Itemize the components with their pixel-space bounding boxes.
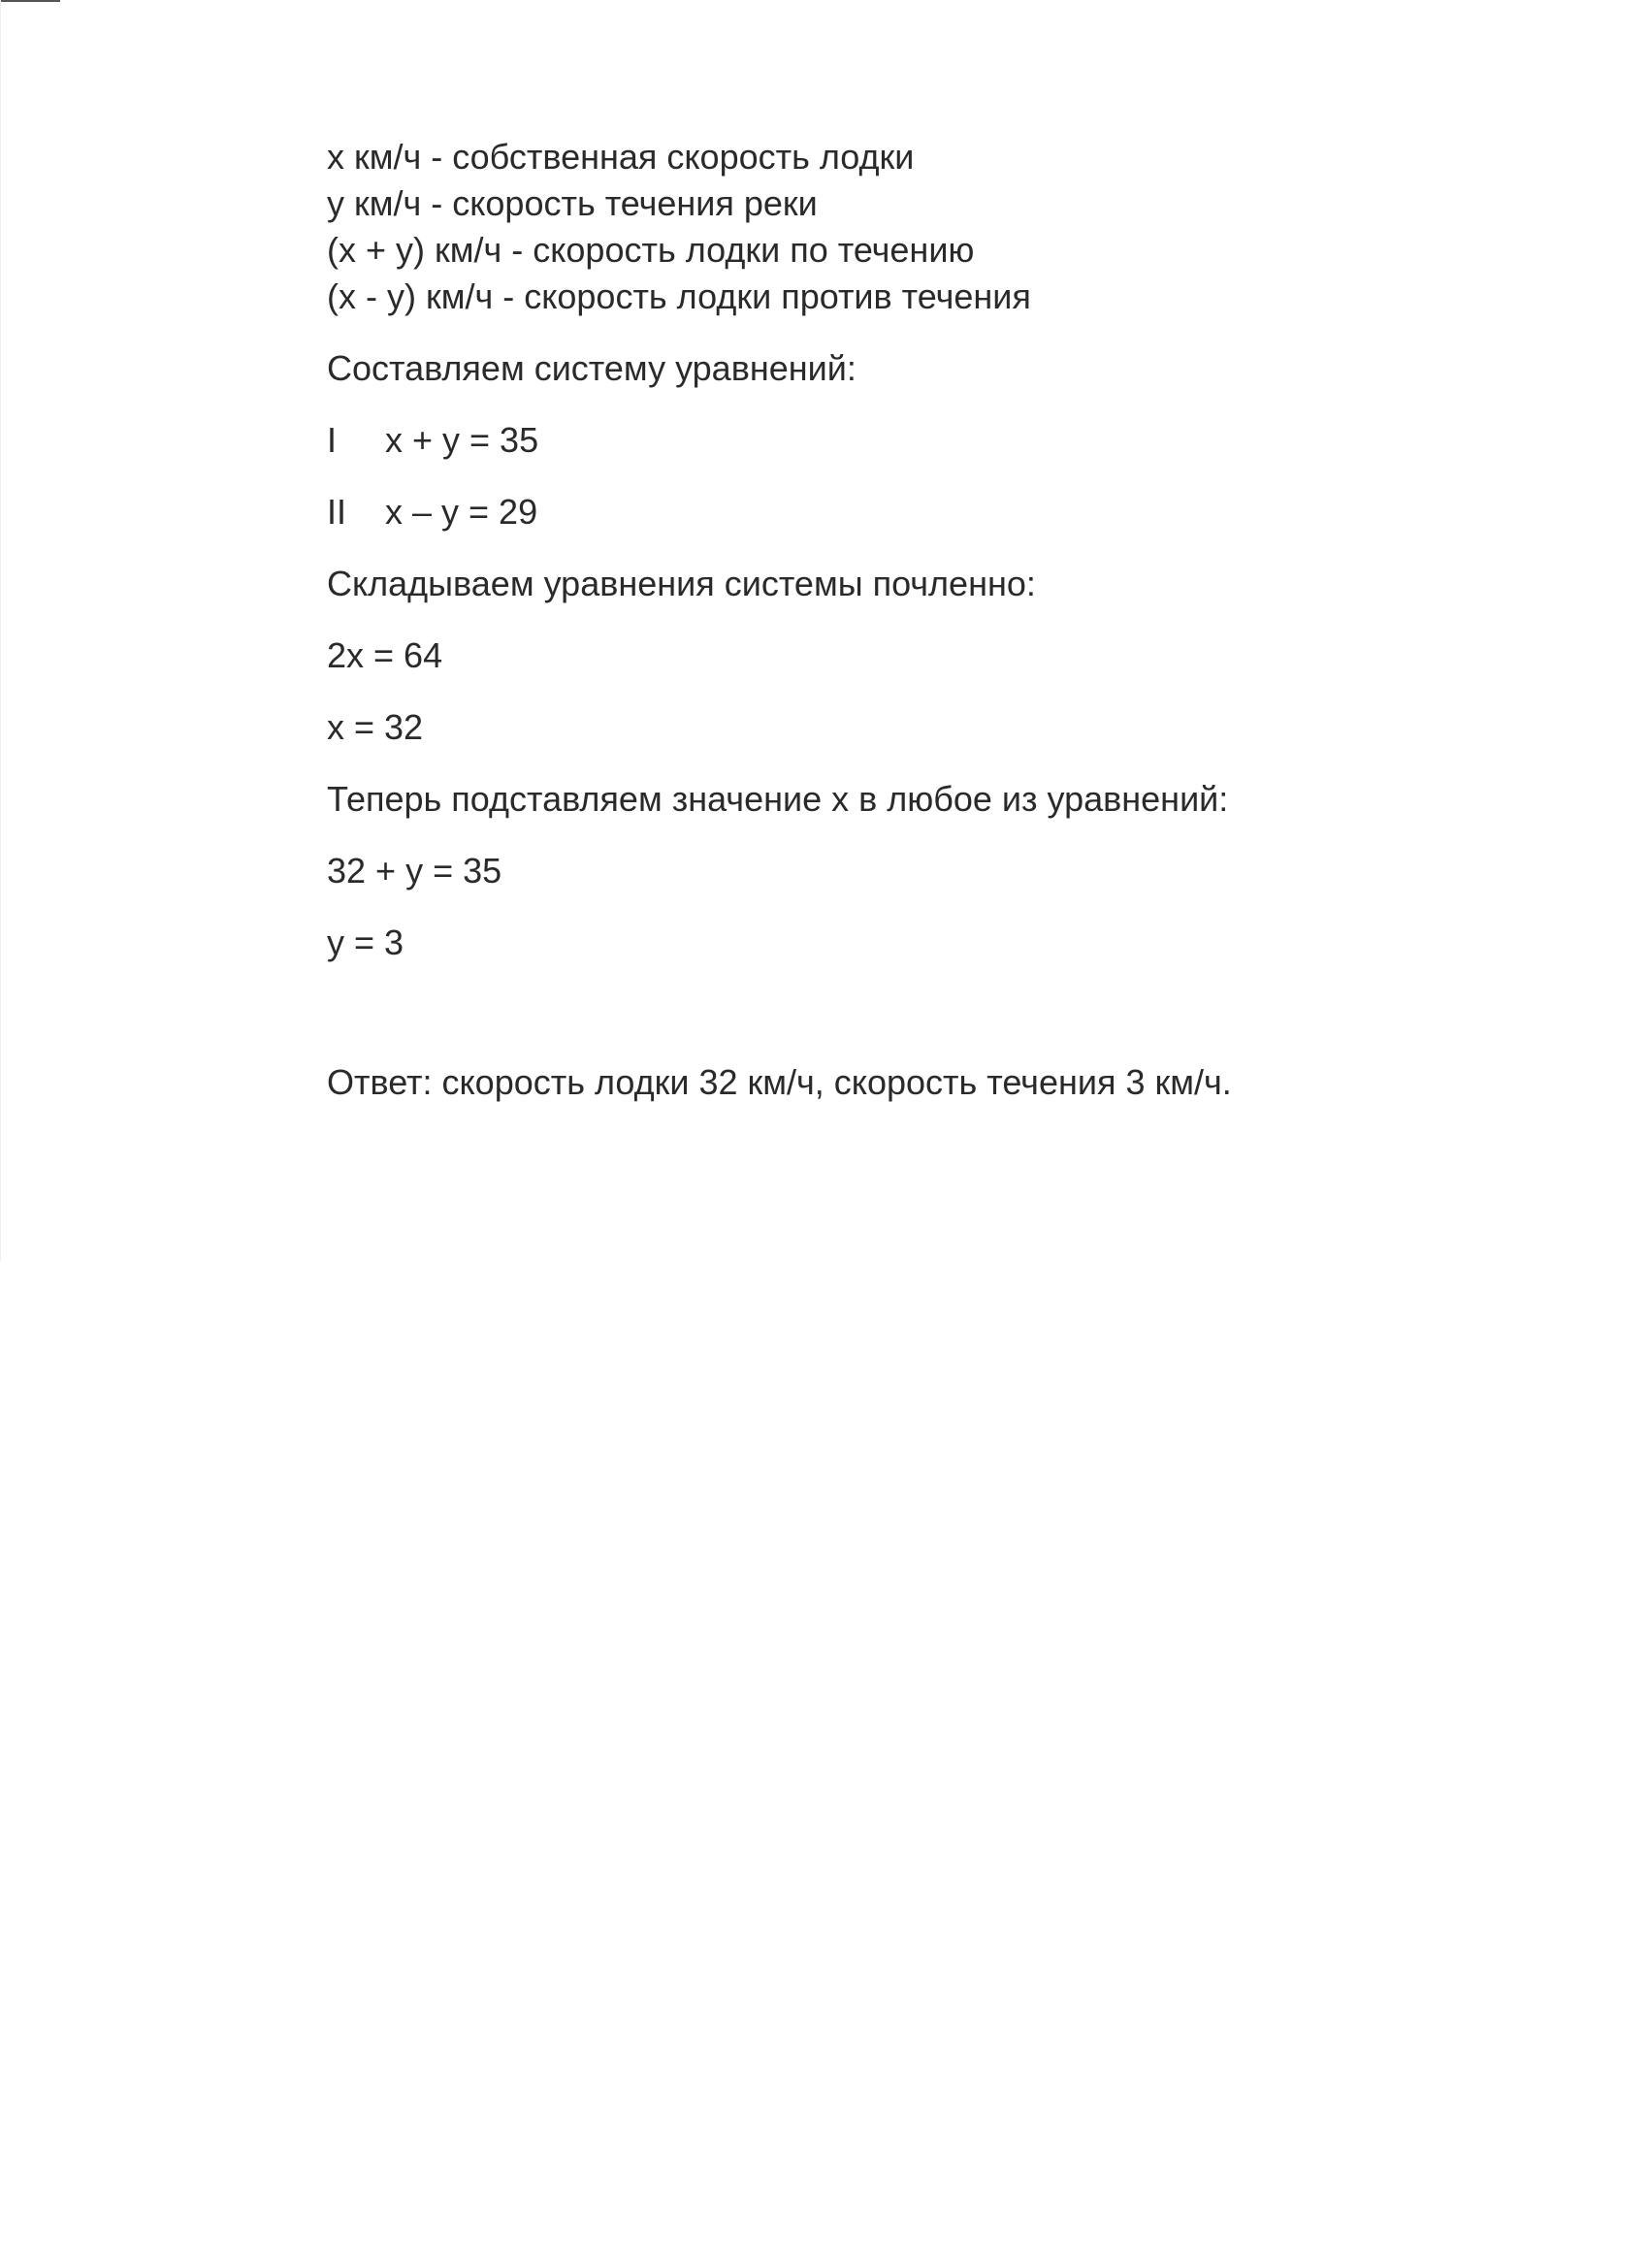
answer-line: Ответ: скорость лодки 32 км/ч, скорость течения 3 км/ч. <box>327 1062 1232 1102</box>
solution-text <box>327 134 1539 1106</box>
equation-numeral: II <box>327 492 347 532</box>
equation-expression: x + у = 35 <box>385 420 539 460</box>
definition-line: у км/ч - скорость течения реки <box>327 183 818 223</box>
scan-corner-mark <box>0 0 60 2</box>
definition-line: (x - у) км/ч - скорость лодки против течения <box>327 276 1031 316</box>
definition-line: (x + у) км/ч - скорость лодки по течению <box>327 230 975 270</box>
step-line: x = 32 <box>327 707 424 747</box>
step-line: 2x = 64 <box>327 635 443 675</box>
equation-row-2 <box>327 489 1539 535</box>
equation-expression: x – у = 29 <box>385 492 538 532</box>
add-intro: Складываем уравнения системы почленно: <box>327 564 1036 603</box>
definition-line: x км/ч - собственная скорость лодки <box>327 137 915 177</box>
substitute-intro: Теперь подставляем значение x в любое из уравнений: <box>327 779 1229 819</box>
step-line: у = 3 <box>327 923 404 962</box>
scan-edge-line <box>0 0 1 1261</box>
equation-numeral: I <box>327 420 338 460</box>
system-intro: Составляем систему уравнений: <box>327 348 857 388</box>
step-line: 32 + у = 35 <box>327 851 502 891</box>
equation-row-1 <box>327 417 1539 464</box>
